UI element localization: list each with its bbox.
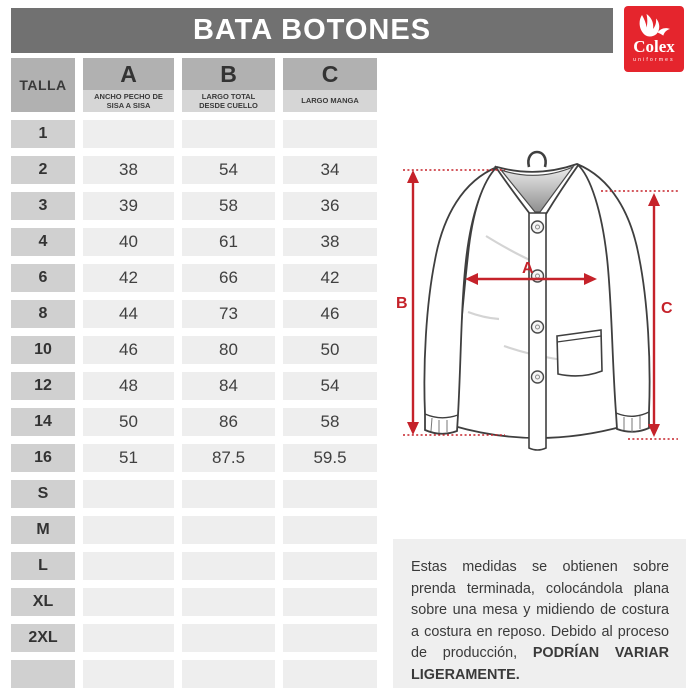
value-cell-c: [283, 624, 377, 652]
value-cell-a: 42: [83, 264, 174, 292]
column-letter-c: C: [283, 58, 377, 90]
value-cell-c: [283, 588, 377, 616]
size-label-cell: 3: [11, 192, 75, 220]
measurement-note-panel: [393, 539, 686, 688]
value-cell-a: 48: [83, 372, 174, 400]
value-cell-c: [283, 480, 377, 508]
value-cell-a: [83, 588, 174, 616]
value-cell-b: [182, 480, 275, 508]
column-header-a: [83, 58, 174, 112]
value-cell-a: [83, 552, 174, 580]
value-cell-b: [182, 516, 275, 544]
value-cell-a: [83, 120, 174, 148]
wing-icon: [637, 13, 671, 37]
garment-drawing: [393, 138, 695, 466]
size-label-cell: 12: [11, 372, 75, 400]
size-label-cell: 8: [11, 300, 75, 328]
measurement-note: [411, 557, 669, 686]
value-cell-c: [283, 660, 377, 688]
garment-diagram: [393, 138, 695, 466]
value-cell-c: 50: [283, 336, 377, 364]
value-cell-b: 54: [182, 156, 275, 184]
column-letter-a: A: [83, 58, 174, 90]
value-cell-b: [182, 624, 275, 652]
size-label-cell: 14: [11, 408, 75, 436]
value-cell-c: 34: [283, 156, 377, 184]
size-label-cell: XL: [11, 588, 75, 616]
size-label-cell: M: [11, 516, 75, 544]
size-table-body: [11, 120, 377, 688]
column-header-c: [283, 58, 377, 112]
size-label-cell: 2XL: [11, 624, 75, 652]
value-cell-c: 46: [283, 300, 377, 328]
value-cell-b: 84: [182, 372, 275, 400]
value-cell-a: [83, 660, 174, 688]
size-label-cell: 10: [11, 336, 75, 364]
arrowhead-b-bottom: [407, 422, 419, 435]
measure-label-a: A: [522, 260, 534, 277]
value-cell-c: 36: [283, 192, 377, 220]
brand-tagline: uniformes: [633, 57, 675, 63]
column-header-b: [182, 58, 275, 112]
value-cell-c: 59.5: [283, 444, 377, 472]
size-label-cell: S: [11, 480, 75, 508]
value-cell-b: [182, 588, 275, 616]
brand-name: Colex: [633, 37, 675, 56]
value-cell-a: 51: [83, 444, 174, 472]
size-table-header: [11, 58, 377, 112]
value-cell-a: 44: [83, 300, 174, 328]
column-description-b: LARGO TOTAL DESDE CUELLO: [182, 90, 275, 112]
value-cell-a: [83, 624, 174, 652]
value-cell-a: 50: [83, 408, 174, 436]
note-emphasis: PODRÍAN VARIAR LIGERAMENTE.: [411, 645, 669, 683]
title-bar: [11, 8, 613, 53]
value-cell-b: 66: [182, 264, 275, 292]
value-cell-c: [283, 516, 377, 544]
value-cell-b: 86: [182, 408, 275, 436]
value-cell-b: 58: [182, 192, 275, 220]
value-cell-b: [182, 120, 275, 148]
arrowhead-c-bottom: [648, 424, 660, 437]
value-cell-c: [283, 552, 377, 580]
brand-logo: [624, 6, 684, 72]
talla-header-cell: TALLA: [11, 58, 75, 112]
value-cell-a: [83, 516, 174, 544]
value-cell-a: [83, 480, 174, 508]
value-cell-b: [182, 660, 275, 688]
size-label-cell: 16: [11, 444, 75, 472]
value-cell-b: 61: [182, 228, 275, 256]
value-cell-a: 46: [83, 336, 174, 364]
value-cell-c: 42: [283, 264, 377, 292]
value-cell-c: 38: [283, 228, 377, 256]
size-label-cell: [11, 660, 75, 688]
measure-label-c: C: [661, 300, 673, 317]
value-cell-a: 38: [83, 156, 174, 184]
column-description-a: ANCHO PECHO DE SISA A SISA: [83, 90, 174, 112]
value-cell-c: 54: [283, 372, 377, 400]
value-cell-c: [283, 120, 377, 148]
size-label-cell: 2: [11, 156, 75, 184]
arrowhead-b-top: [407, 170, 419, 183]
value-cell-b: 73: [182, 300, 275, 328]
value-cell-b: [182, 552, 275, 580]
arrowhead-c-top: [648, 193, 660, 206]
size-label-cell: L: [11, 552, 75, 580]
value-cell-c: 58: [283, 408, 377, 436]
column-description-c: LARGO MANGA: [283, 90, 377, 112]
page-title: BATA BOTONES: [192, 14, 432, 46]
size-label-cell: 1: [11, 120, 75, 148]
size-table: [11, 58, 377, 688]
hanging-loop: [528, 152, 545, 167]
value-cell-a: 39: [83, 192, 174, 220]
value-cell-b: 80: [182, 336, 275, 364]
value-cell-b: 87.5: [182, 444, 275, 472]
measure-label-b: B: [396, 295, 408, 312]
column-letter-b: B: [182, 58, 275, 90]
size-label-cell: 6: [11, 264, 75, 292]
value-cell-a: 40: [83, 228, 174, 256]
size-label-cell: 4: [11, 228, 75, 256]
note-body: Estas medidas se obtienen sobre prenda terminada, colocándola plana sobre una mesa y midiendo de costura a costura en reposo. Debido al proceso de producción,: [411, 559, 669, 661]
